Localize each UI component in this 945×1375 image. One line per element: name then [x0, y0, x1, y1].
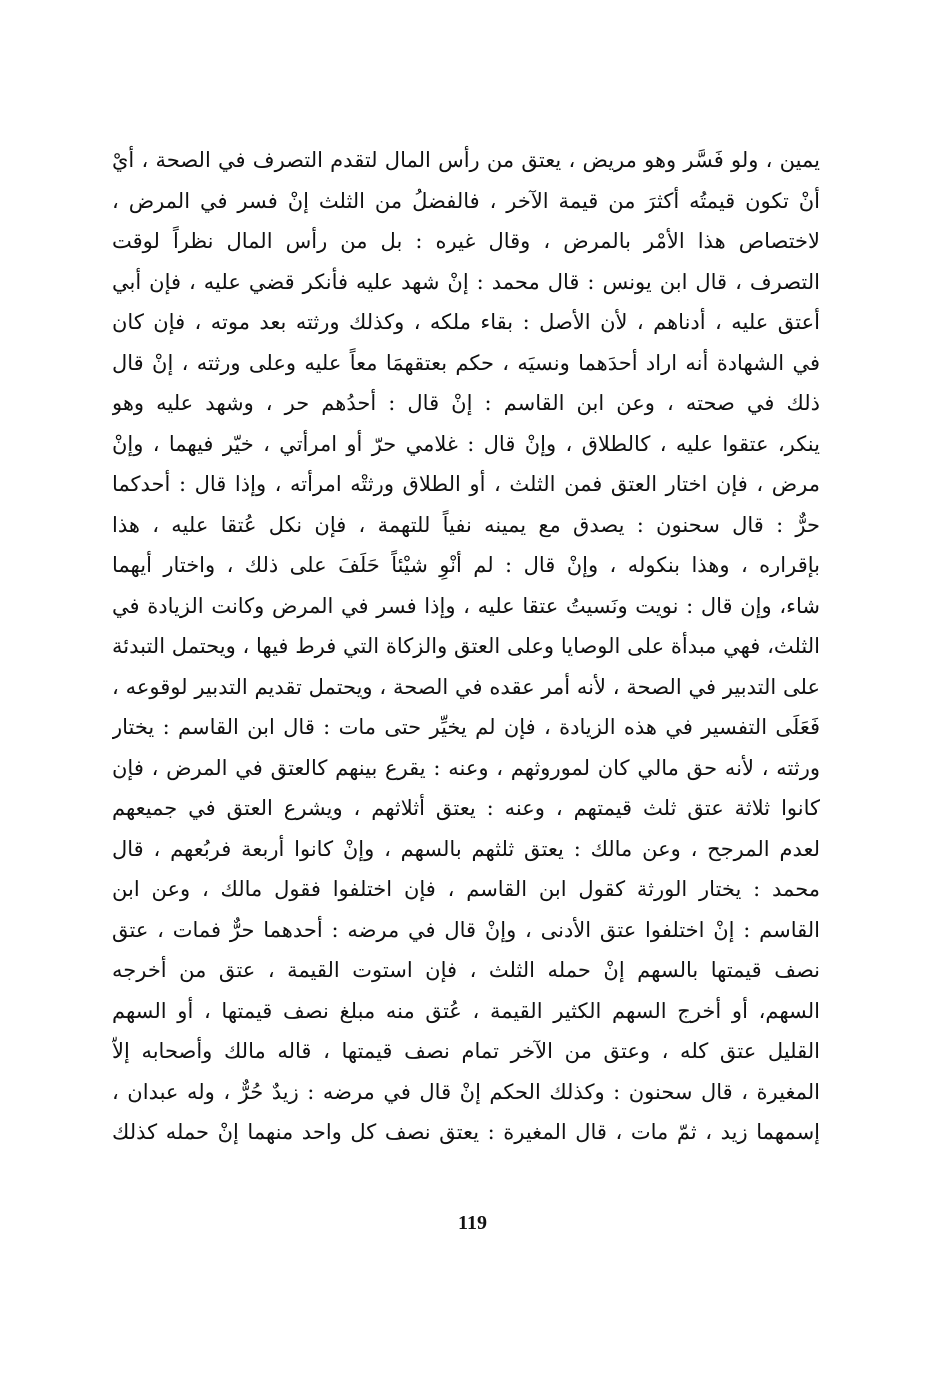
text-line: على التدبير في الصحة ، لأنه أمر عقده في الصحة ، ويحتمل تقديم التدبير لوقوعه ، [112, 674, 820, 699]
body-text [112, 140, 820, 1153]
text-line: أعتق عليه ، أدناهم ، لأن الأصل : بقاء ملكه ، وكذلك ورثته بعد موته ، فإن كان [112, 310, 820, 334]
text-line: كانوا ثلاثة عتق ثلث قيمتهم ، وعنه : يعتق أثلاثهم ، ويشرع العتق في جميعهم [112, 796, 820, 820]
text-line: إسمهما زيد ، ثمّ مات ، قال المغيرة : يعتق نصف كل واحد منهما إنْ حمله كذلك [112, 1120, 820, 1144]
text-line: في الشهادة أنه اراد أحدَهما ونسيَه ، حكم بعتقهمَا معاً عليه وعلى ورثته ، إنْ قال [112, 350, 820, 375]
text-line: التصرف ، قال ابن يونس : قال محمد : إنْ شهد عليه فأنكر قضي عليه ، فإن أبي [112, 269, 820, 294]
text-line: ورثته ، لأنه حق مالي كان لموروثهم ، وعنه : يقرع بينهم كالعتق في المرض ، فإن [112, 755, 820, 780]
text-line: القليل عتق كله ، وعتق من الآخر تمام نصف قيمتها ، قاله مالك وأصحابه إلاّ [112, 1039, 820, 1063]
text-line: بإقراره ، وهذا بنكوله ، وإنْ قال : لم أنْوِ شيْئاً حَلَفَ على ذلك ، واختار أيهما [112, 553, 820, 577]
text-line: القاسم : إنْ اختلفوا عتق الأدنى ، وإنْ قال في مرضه : أحدهما حرٌّ فمات ، عتق [112, 917, 820, 942]
text-line: أنْ تكون قيمتُه أكثرَ من قيمة الآخر ، فالفضلُ من الثلث إنْ فسر في المرض ، [112, 188, 820, 213]
text-line: فَعَلَى التفسير في هذه الزيادة ، فإن لم يخيِّر حتى مات : قال ابن القاسم : يختار [112, 715, 820, 739]
text-line: لعدم المرجح ، وعن مالك : يعتق ثلثهم بالسهم ، وإنْ كانوا أربعة فربُعهم ، قال [112, 836, 820, 861]
text-line: مرض ، فإن اختار العتق فمن الثلث ، أو الطلاق ورثتْه امرأته ، وإذا قال : أحدكما [112, 472, 820, 496]
text-line: السهم، أو أخرج السهم الكثير القيمة ، عُتق منه مبلغ نصف قيمتها ، أو السهم [112, 998, 820, 1023]
text-line: ذلك في صحته ، وعن ابن القاسم : إنْ قال : أحدُهم حر ، وشهد عليه وهو [112, 391, 820, 415]
text-line: محمد : يختار الورثة كقول ابن القاسم ، فإن اختلفوا فقول مالك ، وعن ابن [112, 877, 820, 901]
text-line: حرٌّ : قال سحنون : يصدق مع يمينه نفياً للتهمة ، فإن نكل عُتقا عليه ، هذا [112, 512, 820, 537]
text-line: الثلث، فهي مبدأة على الوصايا وعلى العتق والزكاة التي فرط فيها ، ويحتمل التبدئة [112, 634, 820, 658]
text-line: ينكر، عتقوا عليه ، كالطلاق ، وإنْ قال : غلامي حرّ أو امرأتي ، خيّر فيهما ، وإنْ [112, 431, 820, 456]
text-line: شاء، وإن قال : نويت ونَسيتُ عتقا عليه ، وإذا فسر في المرض وكانت الزيادة في [112, 593, 820, 618]
text-line: يمين ، ولو فَسَّر وهو مريض ، يعتق من رأس المال لتقدم التصرف في الصحة ، أيْ [112, 148, 820, 172]
text-line: لاختصاص هذا الأمْر بالمرض ، وقال غيره : بل من رأس المال نظراً لوقت [112, 229, 820, 253]
text-line: نصف قيمتها بالسهم إنْ حمله الثلث ، فإن استوت القيمة ، عتق من أخرجه [112, 958, 820, 982]
page-number: 119 [458, 1212, 487, 1234]
text-line: المغيرة ، قال سحنون : وكذلك الحكم إنْ قال في مرضه : زيدٌ حُرٌّ ، وله عبدان ، [112, 1079, 820, 1104]
